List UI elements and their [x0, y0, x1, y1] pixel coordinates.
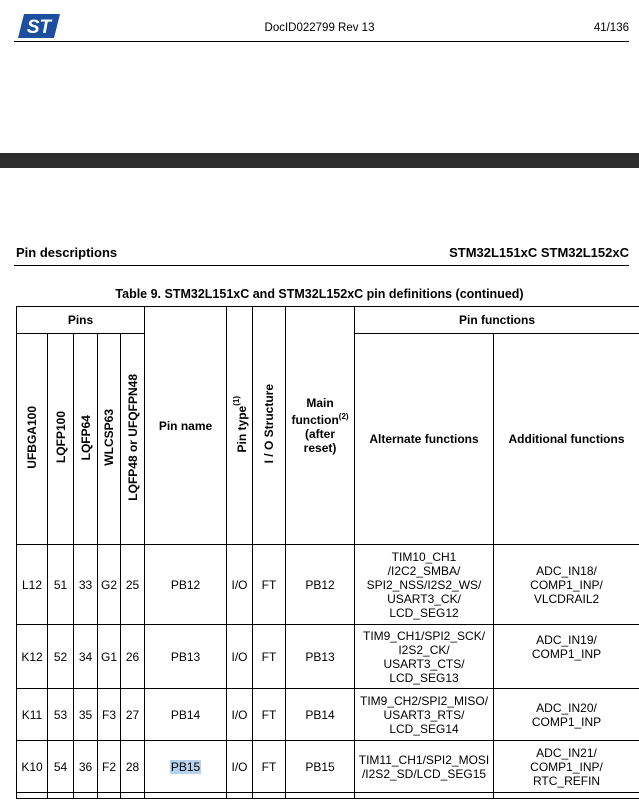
page-separator-band — [0, 153, 639, 168]
table-cell: I/O — [227, 689, 253, 741]
table-cell: G2 — [98, 545, 121, 625]
alternate-functions-cell: TIM9_CH1/SPI2_SCK/ I2S2_CK/ USART3_CTS/ LCD_SEG13 — [355, 625, 494, 689]
table-cell — [227, 793, 253, 799]
alternate-functions-cell: TIM11_CH1/SPI2_MOSI /I2S2_SD/LCD_SEG15 — [355, 741, 494, 793]
pin-name-cell: PB12 — [145, 545, 227, 625]
table-cell: PB13 — [286, 625, 355, 689]
table-cell: FT — [253, 689, 286, 741]
section-product: STM32L151xC STM32L152xC — [449, 245, 629, 260]
doc-id: DocID022799 Rev 13 — [264, 22, 375, 34]
table-cell: PB15 — [286, 741, 355, 793]
table-cell — [98, 793, 121, 799]
col-lqfp100: LQFP100 — [48, 334, 74, 545]
table-cell — [74, 793, 98, 799]
col-pin-type: Pin type$^{(1)}$ — [227, 307, 253, 545]
table-cell: L12 — [17, 545, 48, 625]
table-cell: FT — [253, 741, 286, 793]
table-cell: I/O — [227, 741, 253, 793]
table-cell: 53 — [48, 689, 74, 741]
table-cell: 33 — [74, 545, 98, 625]
col-main-function: Main function$^{(2)}$ (after reset) — [286, 307, 355, 545]
col-io-structure: I / O Structure — [253, 307, 286, 545]
table-cell: PB12 — [286, 545, 355, 625]
table-cell: I/O — [227, 545, 253, 625]
table-cell — [253, 793, 286, 799]
table-cell: 35 — [74, 689, 98, 741]
table-cell: 26 — [121, 625, 145, 689]
alternate-functions-cell: TIM9_CH2/SPI2_MISO/ USART3_RTS/ LCD_SEG14 — [355, 689, 494, 741]
table-cell — [17, 793, 48, 799]
section-rule — [14, 265, 629, 266]
table-title: Table 9. STM32L151xC and STM32L152xC pin definitions (continued) — [115, 287, 524, 301]
col-ufbga100: UFBGA100 — [17, 334, 48, 545]
table-row — [17, 741, 639, 793]
table-cell — [48, 793, 74, 799]
table-cell: G1 — [98, 625, 121, 689]
table-cell: 52 — [48, 625, 74, 689]
table-row — [17, 545, 639, 625]
table-cell — [355, 793, 494, 799]
pin-functions-group-header: Pin functions — [355, 307, 639, 334]
logo-text: ST — [26, 17, 52, 38]
additional-functions-cell: ADC_IN21/ COMP1_INP/ RTC_REFIN — [494, 741, 639, 793]
table-row — [17, 625, 639, 689]
table-row-cut — [17, 793, 639, 799]
additional-functions-cell: ADC_IN18/ COMP1_INP/ VLCDRAIL2 — [494, 545, 639, 625]
table-cell: PB14 — [286, 689, 355, 741]
col-additional-functions: Additional functions — [494, 334, 639, 545]
table-cell — [494, 793, 639, 799]
page-number: 41/136 — [593, 22, 629, 34]
table-cell: K11 — [17, 689, 48, 741]
table-cell: 54 — [48, 741, 74, 793]
col-lqfp64: LQFP64 — [74, 334, 98, 545]
table-cell: 36 — [74, 741, 98, 793]
table-cell: K10 — [17, 741, 48, 793]
table-cell: F2 — [98, 741, 121, 793]
table-cell — [286, 793, 355, 799]
table-cell: 28 — [121, 741, 145, 793]
col-pin-name: Pin name — [145, 307, 227, 545]
table-cell: FT — [253, 545, 286, 625]
col-wlcsp63: WLCSP63 — [98, 334, 121, 545]
table-cell: 34 — [74, 625, 98, 689]
table-cell: F3 — [98, 689, 121, 741]
section-title: Pin descriptions — [16, 245, 118, 260]
pins-group-header: Pins — [17, 307, 145, 334]
table-cell: FT — [253, 625, 286, 689]
table-cell — [121, 793, 145, 799]
pin-name-cell — [145, 741, 227, 793]
pin-name-cell: PB13 — [145, 625, 227, 689]
table-cell: 51 — [48, 545, 74, 625]
col-lqfp48: LQFP48 or UFQFPN48 — [121, 334, 145, 545]
table-cell: 27 — [121, 689, 145, 741]
header-rule — [14, 41, 629, 42]
selected-text-highlight: PB15 — [170, 759, 201, 774]
pin-name-cell: PB14 — [145, 689, 227, 741]
table-cell: I/O — [227, 625, 253, 689]
additional-functions-cell: ADC_IN19/ COMP1_INP — [494, 625, 639, 689]
alternate-functions-cell: TIM10_CH1 /I2C2_SMBA/ SPI2_NSS/I2S2_WS/ USART3_CK/ LCD_SEG12 — [355, 545, 494, 625]
table-row — [17, 689, 639, 741]
table-cell: K12 — [17, 625, 48, 689]
additional-functions-cell: ADC_IN20/ COMP1_INP — [494, 689, 639, 741]
pin-definitions-table — [16, 306, 639, 799]
table-cell: 25 — [121, 545, 145, 625]
table-cell — [145, 793, 227, 799]
col-alternate-functions: Alternate functions — [355, 334, 494, 545]
